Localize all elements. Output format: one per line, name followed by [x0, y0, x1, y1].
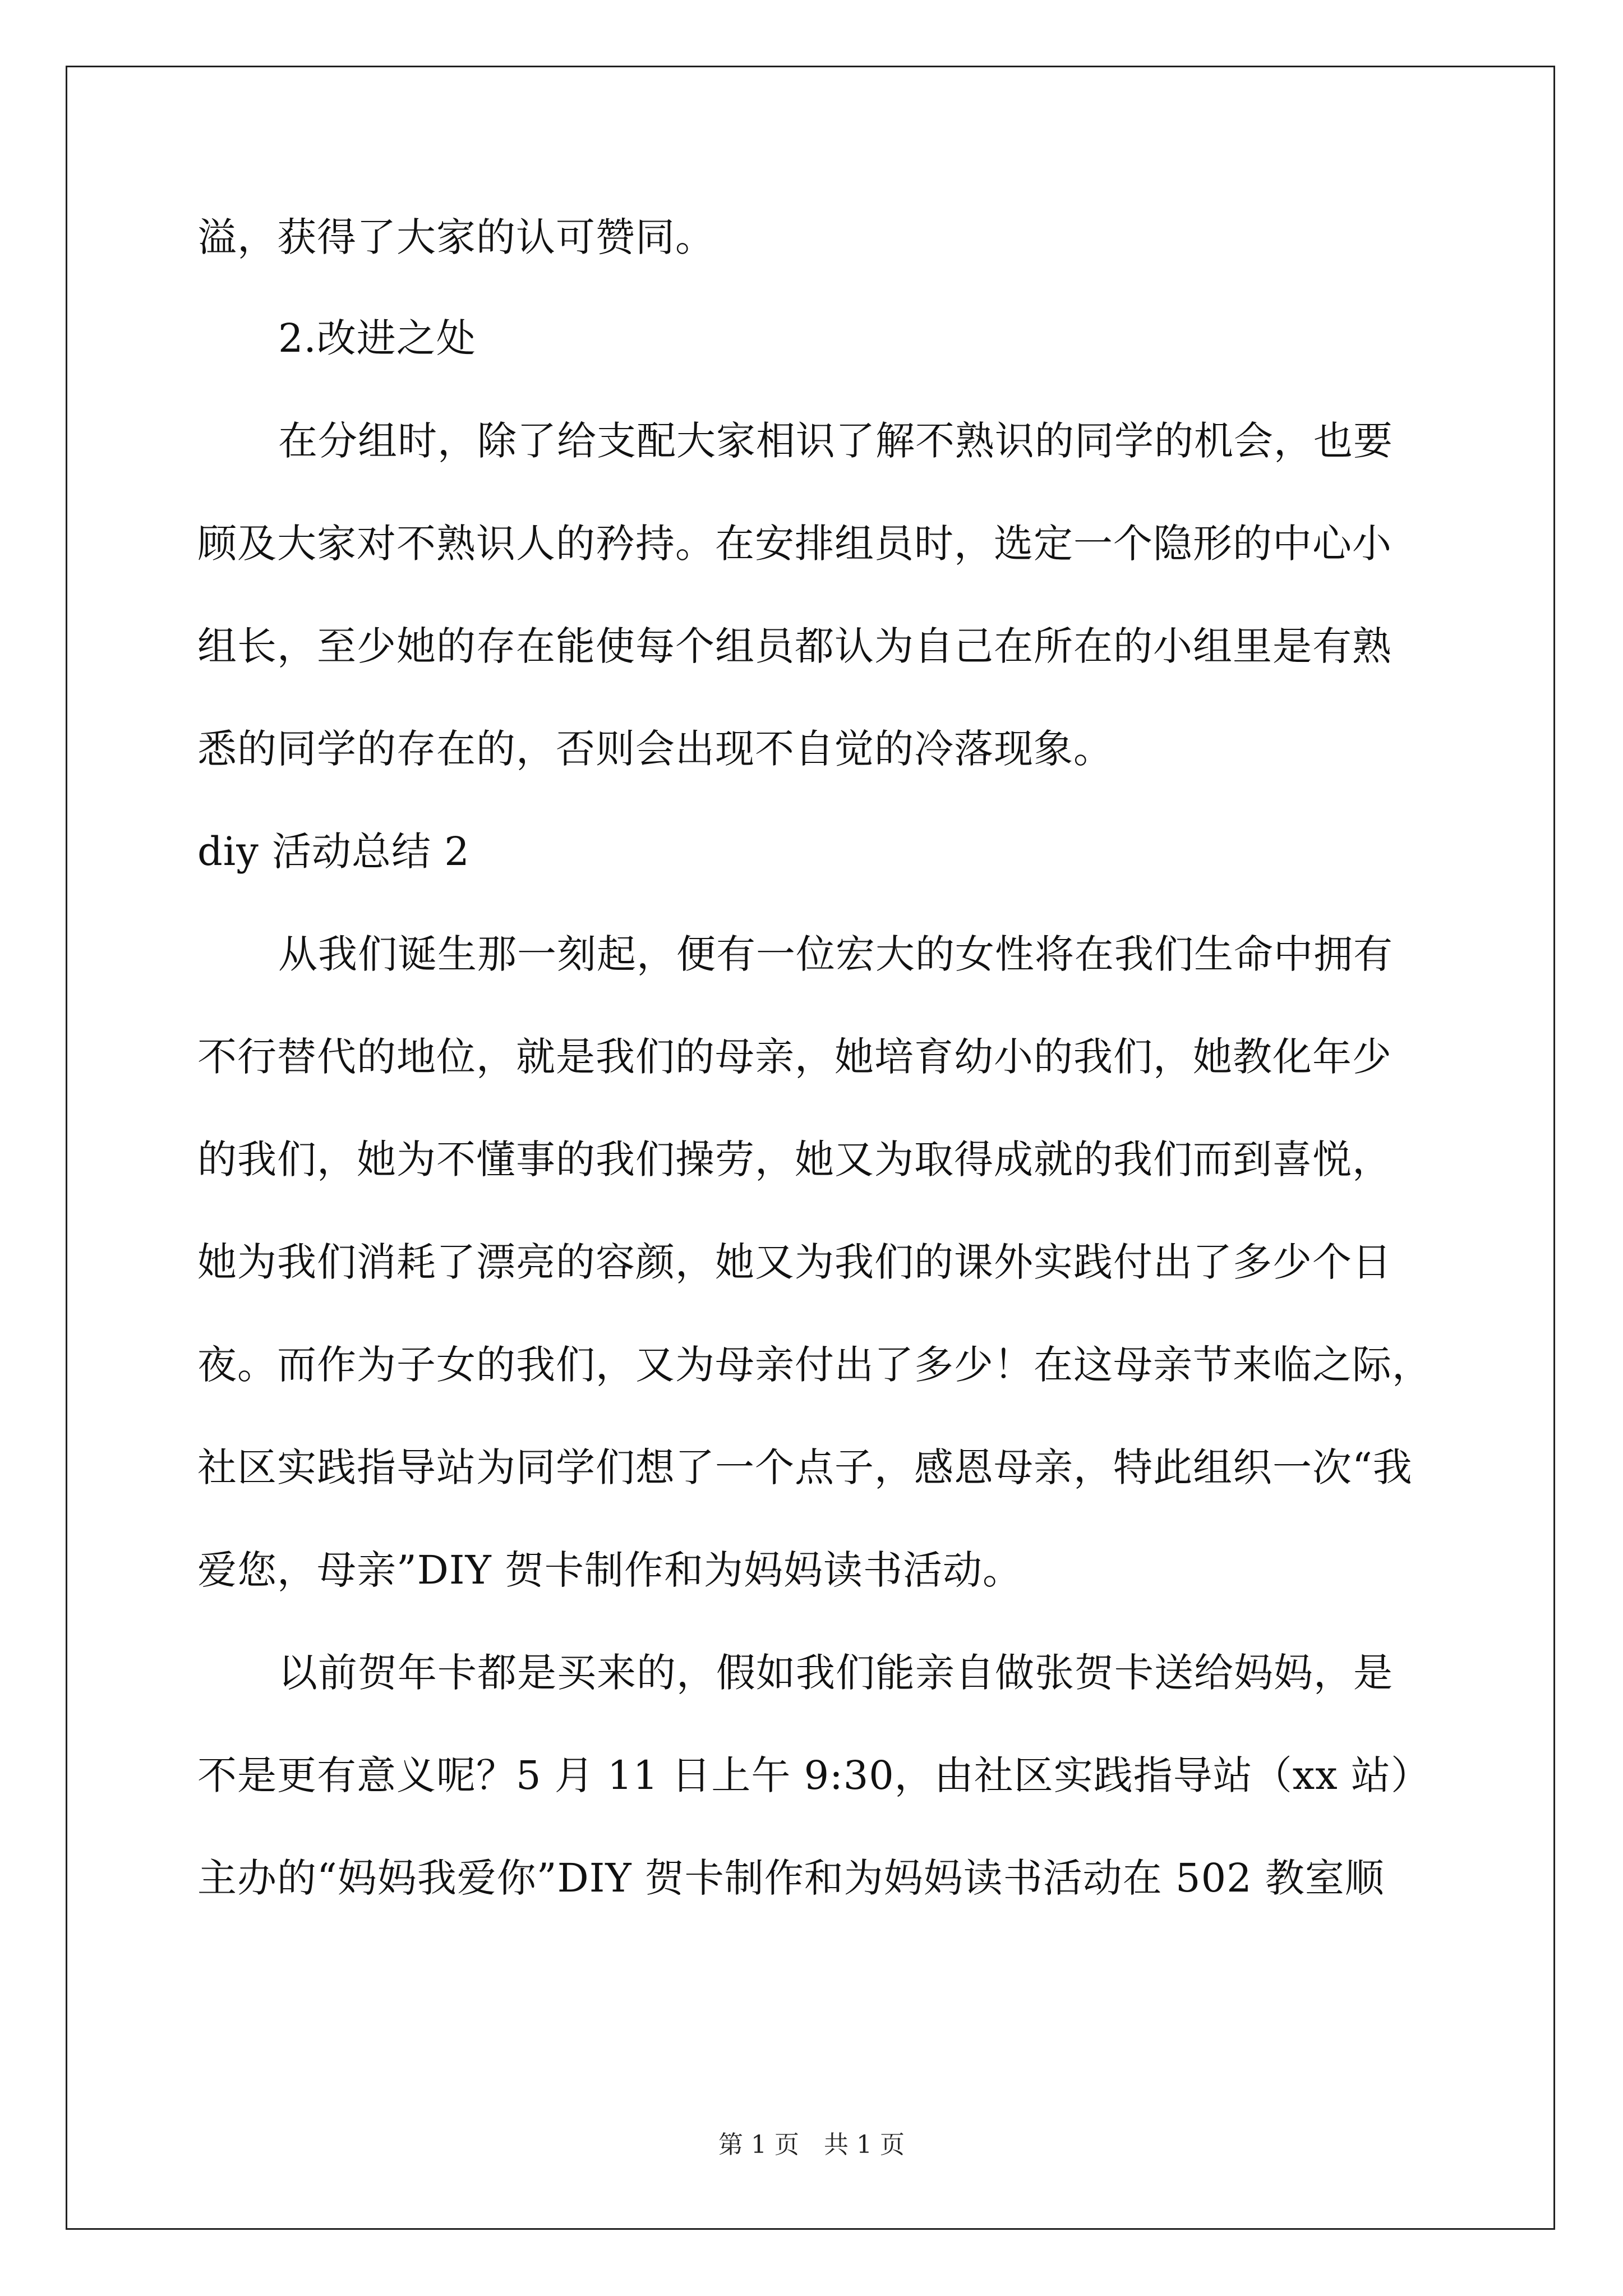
paragraph-line: 以前贺年卡都是买来的，假如我们能亲自做张贺卡送给妈妈，是	[278, 1650, 1393, 1696]
text-line: 社区实践指导站为同学们想了一个点子，感恩母亲，特此组织一次“我	[197, 1444, 1413, 1490]
text-line: 不是更有意义呢？5 月 11 日上午 9:30，由社区实践指导站（xx 站）	[197, 1752, 1431, 1798]
text-line: 爱您，母亲”DIY 贺卡制作和为妈妈读书活动。	[197, 1547, 1023, 1593]
section-title: diy 活动总结 2	[197, 829, 470, 875]
text-line: 组长，至少她的存在能使每个组员都认为自己在所在的小组里是有熟	[197, 623, 1392, 669]
section-heading: 2.改进之处	[278, 315, 476, 361]
text-line: 夜。而作为子女的我们，又为母亲付出了多少！在这母亲节来临之际，	[197, 1342, 1432, 1388]
text-line: 主办的“妈妈我爱你”DIY 贺卡制作和为妈妈读书活动在 502 教室顺	[197, 1855, 1385, 1901]
text-line: 顾及大家对不熟识人的矜持。在安排组员时，选定一个隐形的中心小	[197, 521, 1392, 567]
text-line: 她为我们消耗了漂亮的容颜，她又为我们的课外实践付出了多少个日	[197, 1239, 1392, 1285]
page-number-footer: 第 1 页 共 1 页	[718, 2131, 905, 2159]
text-line: 的我们，她为不懂事的我们操劳，她又为取得成就的我们而到喜悦，	[197, 1137, 1392, 1182]
text-line: 悉的同学的存在的，否则会出现不自觉的冷落现象。	[197, 726, 1113, 772]
text-line: 不行替代的地位，就是我们的母亲，她培育幼小的我们，她教化年少	[197, 1034, 1392, 1080]
paragraph-line: 从我们诞生那一刻起，便有一位宏大的女性将在我们生命中拥有	[278, 931, 1393, 977]
text-line: 溢，获得了大家的认可赞同。	[197, 214, 715, 260]
paragraph-line: 在分组时，除了给支配大家相识了解不熟识的同学的机会，也要	[278, 418, 1393, 464]
